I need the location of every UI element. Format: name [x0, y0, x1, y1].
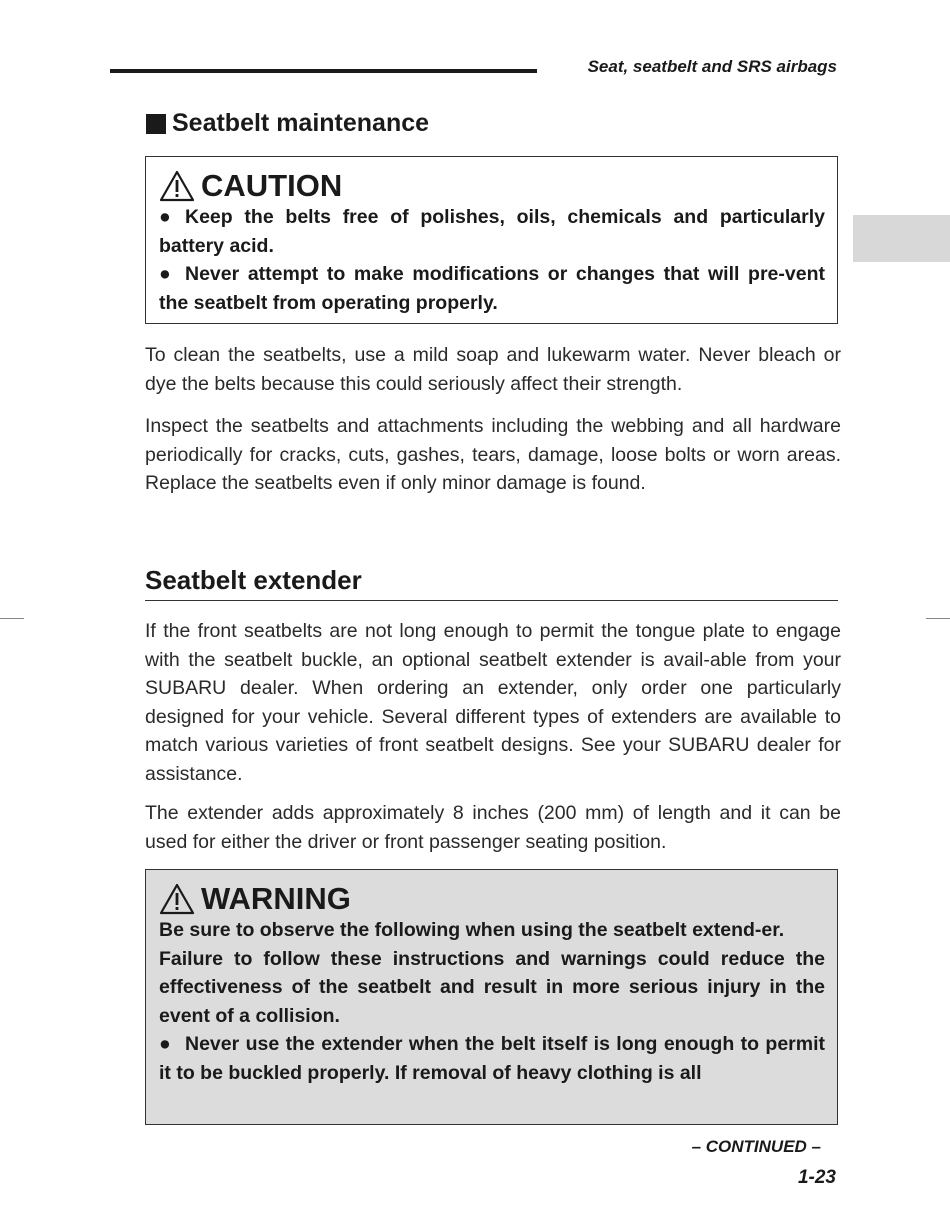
warning-triangle-icon	[159, 170, 195, 202]
bullet-icon: ●	[159, 206, 171, 228]
caution-item: ● Never attempt to make modifications or changes that will pre-vent the seatbelt from operating properly.	[159, 260, 825, 317]
caution-heading-text: CAUTION	[201, 168, 343, 203]
warning-box	[145, 869, 838, 1125]
caution-heading	[159, 169, 825, 203]
warning-intro: Be sure to observe the following when using the seatbelt extend-er.	[159, 919, 785, 941]
maintenance-paragraph: To clean the seatbelts, use a mild soap and lukewarm water. Never bleach or dye the belts because this could seriously affect their strength.	[145, 344, 841, 395]
crop-mark-left	[0, 618, 24, 619]
warning-item: ● Never use the extender when the belt itself is long enough to permit it to be buckled properly. If removal of heavy clothing is all	[159, 1030, 825, 1087]
bullet-icon: ●	[159, 1033, 171, 1056]
chapter-tab	[853, 215, 950, 262]
extender-heading: Seatbelt extender	[145, 565, 838, 601]
extender-paragraph: The extender adds approximately 8 inches (200 mm) of length and it can be used for either the driver or front passenger seating position.	[145, 802, 841, 853]
warning-heading-text: WARNING	[201, 881, 351, 916]
section-title	[146, 109, 429, 138]
warning-failure: Failure to follow these instructions and warnings could reduce the effectiveness of the seatbelt and result in more serious injury in the event of a collision.	[159, 947, 825, 1027]
extender-paragraph: If the front seatbelts are not long enough to permit the tongue plate to engage with the seatbelt buckle, an optional seatbelt extender is avail-able from your SUBARU dealer. When ordering an extender, only order one particularly designed for your vehicle. Several different types of extenders are available to match various varieties of front seatbelt designs. See your SUBARU dealer for assistance.	[145, 620, 841, 785]
maintenance-paragraph: Inspect the seatbelts and attachments including the webbing and all hardware periodically for cracks, cuts, gashes, tears, damage, loose bolts or worn areas. Replace the seatbelts even if only minor damage is found.	[145, 415, 841, 495]
section-square-icon	[146, 114, 166, 134]
page-number: 1-23	[797, 1167, 836, 1188]
continued-label: – CONTINUED –	[691, 1137, 821, 1156]
warning-triangle-icon	[159, 883, 195, 915]
running-head: Seat, seatbelt and SRS airbags	[587, 57, 837, 76]
header-rule	[110, 69, 537, 73]
crop-mark-right	[926, 618, 950, 619]
warning-heading	[159, 882, 825, 916]
caution-item: ● Keep the belts free of polishes, oils, chemicals and particularly battery acid.	[159, 203, 825, 260]
section-title-text: Seatbelt maintenance	[172, 109, 430, 137]
bullet-icon: ●	[159, 263, 171, 286]
caution-box	[145, 156, 838, 324]
